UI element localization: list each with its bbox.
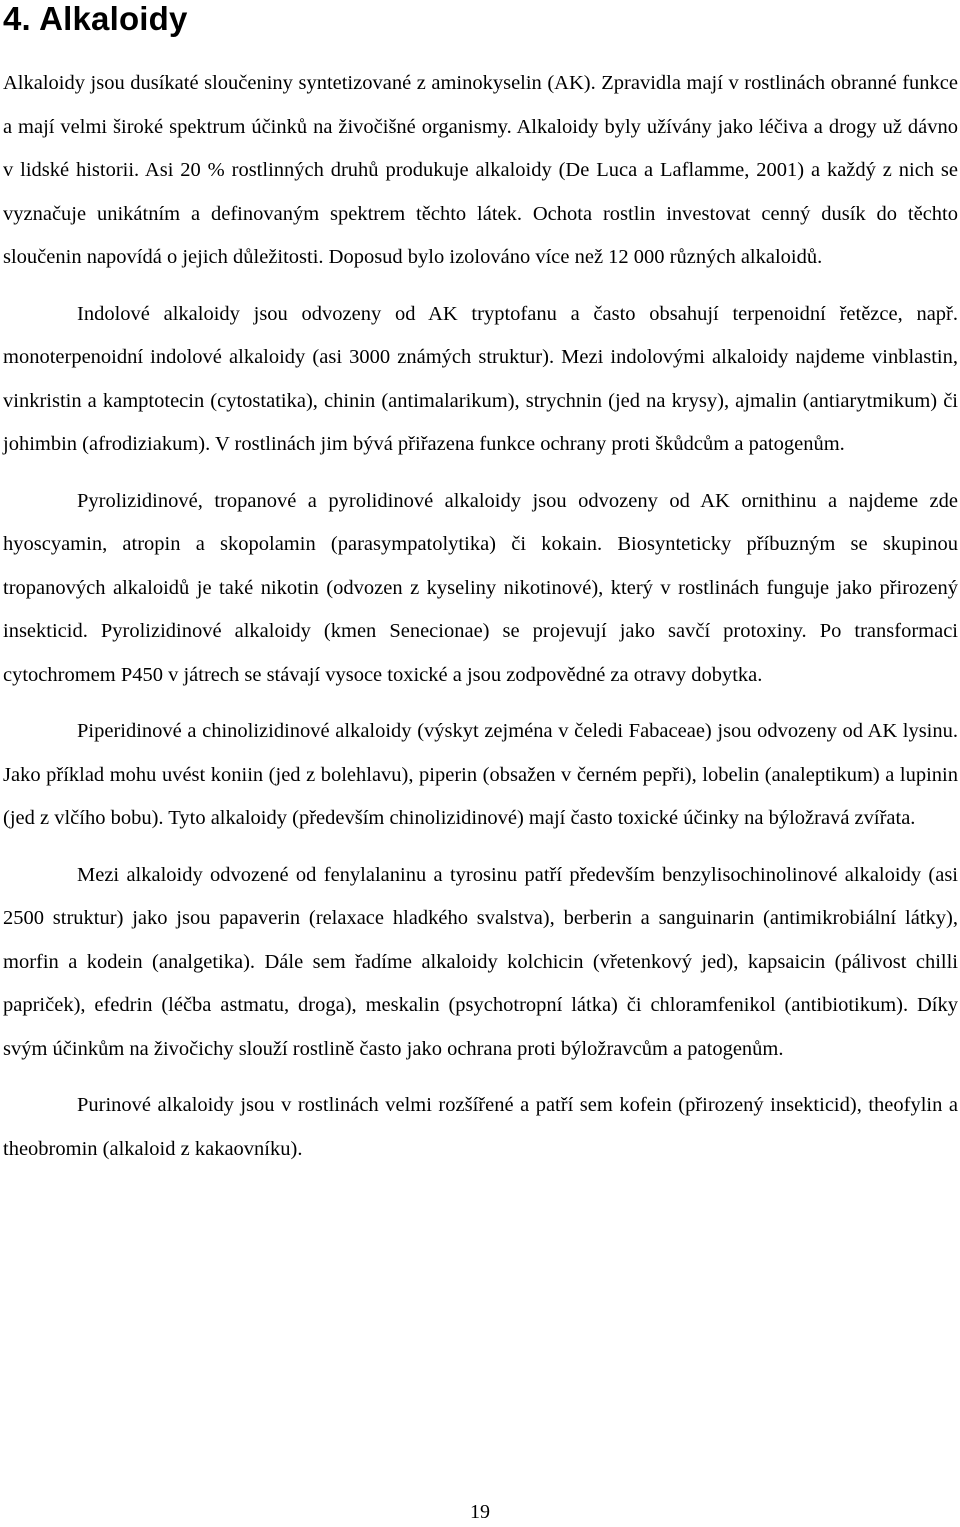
paragraph-tropane-alkaloids: Pyrolizidinové, tropanové a pyrolidinové alkaloidy jsou odvozeny od AK ornithinu a najdeme zde hyoscyamin, atropin a skopolamin (parasympatolytika) či kokain. Biosynteticky příbuzným se skupinou tropanových alkaloidů je také nikotin (odvozen z kyseliny nikotinové), který v rostlinách funguje jako přirozený insekticid. Pyrolizidinové alkaloidy (kmen Senecionae) se projevují jako savčí protoxiny. Po transformaci cytochromem P450 v játrech se stávají vysoce toxické a jsou zodpovědné za otravy dobytka. — [3, 489, 958, 686]
document-page — [3, 0, 958, 1171]
chapter-heading: 4. Alkaloidy — [3, 0, 188, 37]
paragraph-piperidine-alkaloids: Piperidinové a chinolizidinové alkaloidy (výskyt zejména v čeledi Fabaceae) jsou odvozeny od AK lysinu. Jako příklad mohu uvést koniin (jed z bolehlavu), piperin (obsažen v černém pepři), lobelin (analeptikum) a lupinin (jed z vlčího bobu). Tyto alkaloidy (především chinolizidinové) mají často toxické účinky na býložravá zvířata. — [3, 720, 958, 829]
paragraph-phenylalanine-alkaloids: Mezi alkaloidy odvozené od fenylalaninu a tyrosinu patří především benzylisochinolinové alkaloidy (asi 2500 struktur) jako jsou papaverin (relaxace hladkého svalstva), berberin a sanguinarin (antimikrobiální látky), morfin a kodein (analgetika). Dále sem řadíme alkaloidy kolchicin (vřetenkový jed), kapsaicin (pálivost chilli papriček), efedrin (léčba astmatu, droga), meskalin (psychotropní látka) či chloramfenikol (antibiotikum). Díky svým účinkům na živočichy slouží rostlině často jako ochrana proti býložravcům a patogenům. — [3, 863, 958, 1060]
paragraph-indole-alkaloids: Indolové alkaloidy jsou odvozeny od AK tryptofanu a často obsahují terpenoidní řetězce, např. monoterpenoidní indolové alkaloidy (asi 3000 známých struktur). Mezi indolovými alkaloidy najdeme vinblastin, vinkristin a kamptotecin (cytostatika), chinin (antimalarikum), strychnin (jed na krysy), ajmalin (antiarytmikum) či johimbin (afrodiziakum). V rostlinách jim bývá přiřazena funkce ochrany proti škůdcům a patogenům. — [3, 302, 958, 455]
page-number: 19 — [470, 1501, 490, 1523]
paragraph-purine-alkaloids: Purinové alkaloidy jsou v rostlinách velmi rozšířené a patří sem kofein (přirozený insekticid), theofylin a theobromin (alkaloid z kakaovníku). — [3, 1094, 958, 1160]
chapter-body — [3, 62, 958, 1171]
paragraph-intro: Alkaloidy jsou dusíkaté sloučeniny syntetizované z aminokyselin (AK). Zpravidla mají v rostlinách obranné funkce a mají velmi široké spektrum účinků na živočišné organismy. Alkaloidy byly užívány jako léčiva a drogy už dávno v lidské historii. Asi 20 % rostlinných druhů produkuje alkaloidy (De Luca a Laflamme, 2001) a každý z nich se vyznačuje unikátním a definovaným spektrem těchto látek. Ochota rostlin investovat cenný dusík do těchto sloučenin napovídá o jejich důležitosti. Doposud bylo izolováno více než 12 000 různých alkaloidů. — [3, 72, 958, 268]
